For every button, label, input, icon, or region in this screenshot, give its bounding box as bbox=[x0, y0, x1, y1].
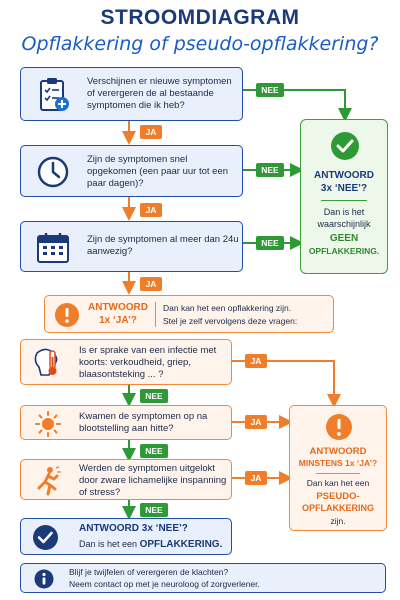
nee-label: NEE bbox=[140, 444, 168, 458]
result-heading-1: ANTWOORD bbox=[314, 170, 374, 181]
ja-label: JA bbox=[245, 354, 267, 368]
ja-label: JA bbox=[140, 277, 162, 291]
banner-divider bbox=[155, 302, 156, 327]
question-text: Werden de symptomen uitgelokt door zware lichamelijke inspanning of stress? bbox=[79, 463, 227, 498]
question-box-rapid-onset bbox=[20, 145, 243, 197]
clipboard-checklist-icon bbox=[35, 76, 73, 114]
running-person-icon bbox=[33, 465, 63, 497]
sun-icon bbox=[33, 409, 63, 439]
question-box-duration bbox=[20, 221, 243, 272]
result-emph-1: PSEUDO- bbox=[316, 491, 360, 502]
info-banner bbox=[20, 563, 386, 593]
question-box-heat bbox=[20, 405, 232, 440]
info-icon bbox=[33, 568, 55, 590]
result-heading: ANTWOORD 3x ‘NEE’? bbox=[79, 523, 188, 534]
result-heading-1: ANTWOORD bbox=[309, 446, 367, 457]
ja-label: JA bbox=[245, 471, 267, 485]
result-divider bbox=[321, 200, 367, 201]
question-text: Is er sprake van een infectie met koorts: verkoudheid, griep, blaasontsteking ... ? bbox=[79, 345, 217, 380]
banner-heading-2: 1x ‘JA’? bbox=[99, 315, 137, 326]
banner-heading-1: ANTWOORD bbox=[88, 302, 148, 313]
checkmark-circle-icon bbox=[329, 130, 361, 162]
calendar-icon bbox=[35, 230, 71, 266]
result-body-1: Dan kan het een bbox=[306, 478, 370, 488]
banner-text-1: Dan kan het een opflakkering zijn. bbox=[163, 303, 292, 313]
page-title: STROOMDIAGRAM bbox=[100, 6, 300, 29]
nee-label: NEE bbox=[256, 83, 284, 97]
result-box-flare bbox=[20, 518, 232, 555]
result-body-2: zijn. bbox=[330, 516, 346, 526]
intermediate-result-banner bbox=[44, 295, 334, 333]
page-subtitle: Opflakkering of pseudo-opflakkering? bbox=[21, 33, 379, 55]
result-emph-2: OPFLAKKERING. bbox=[308, 246, 380, 256]
result-text: Dan is het een bbox=[79, 539, 138, 549]
result-emph: OPFLAKKERING. bbox=[139, 539, 223, 550]
exclamation-circle-icon bbox=[324, 412, 354, 442]
result-emph-2: OPFLAKKERING bbox=[302, 503, 374, 513]
result-line bbox=[79, 539, 222, 550]
nee-label: NEE bbox=[140, 389, 168, 403]
result-box-no-flare bbox=[300, 119, 388, 274]
question-box-new-symptoms bbox=[20, 67, 243, 121]
ja-label: JA bbox=[245, 415, 267, 429]
result-box-pseudo-flare bbox=[289, 405, 387, 531]
nee-label: NEE bbox=[256, 163, 284, 177]
question-box-exertion bbox=[20, 459, 232, 500]
clock-icon bbox=[35, 154, 71, 190]
question-text: Zijn de symptomen al meer dan 24u aanwezig? bbox=[87, 234, 239, 257]
ja-label: JA bbox=[140, 125, 162, 139]
ja-label: JA bbox=[140, 203, 162, 217]
question-box-infection bbox=[20, 339, 232, 385]
thermometer-icon bbox=[31, 346, 65, 380]
nee-label: NEE bbox=[256, 236, 284, 250]
result-emph-1: GEEN bbox=[329, 233, 359, 244]
info-line-2: Neem contact op met je neuroloog of zorgverlener. bbox=[69, 579, 260, 589]
question-text: Zijn de symptomen snel opgekomen (een paar uur tot een paar dagen)? bbox=[87, 154, 229, 189]
result-heading-2: 3x ‘NEE’? bbox=[320, 183, 368, 194]
checkmark-circle-icon bbox=[31, 523, 59, 551]
info-line-1: Blijf je twijfelen of verergeren de klachten? bbox=[69, 567, 229, 577]
question-text: Kwamen de symptomen op na blootstelling aan hitte? bbox=[79, 411, 208, 434]
result-body-2: waarschijnlijk bbox=[317, 219, 371, 229]
exclamation-circle-icon bbox=[53, 301, 81, 329]
result-divider bbox=[316, 473, 360, 474]
banner-text-2: Stel je zelf vervolgens deze vragen: bbox=[163, 316, 298, 326]
result-heading-2: MINSTENS 1x ‘JA’? bbox=[298, 458, 378, 468]
question-text: Verschijnen er nieuwe symptomen of verergeren de al bestaande symptomen die ik heb? bbox=[87, 76, 232, 111]
result-body-1: Dan is het bbox=[323, 207, 365, 217]
nee-label: NEE bbox=[140, 503, 168, 517]
